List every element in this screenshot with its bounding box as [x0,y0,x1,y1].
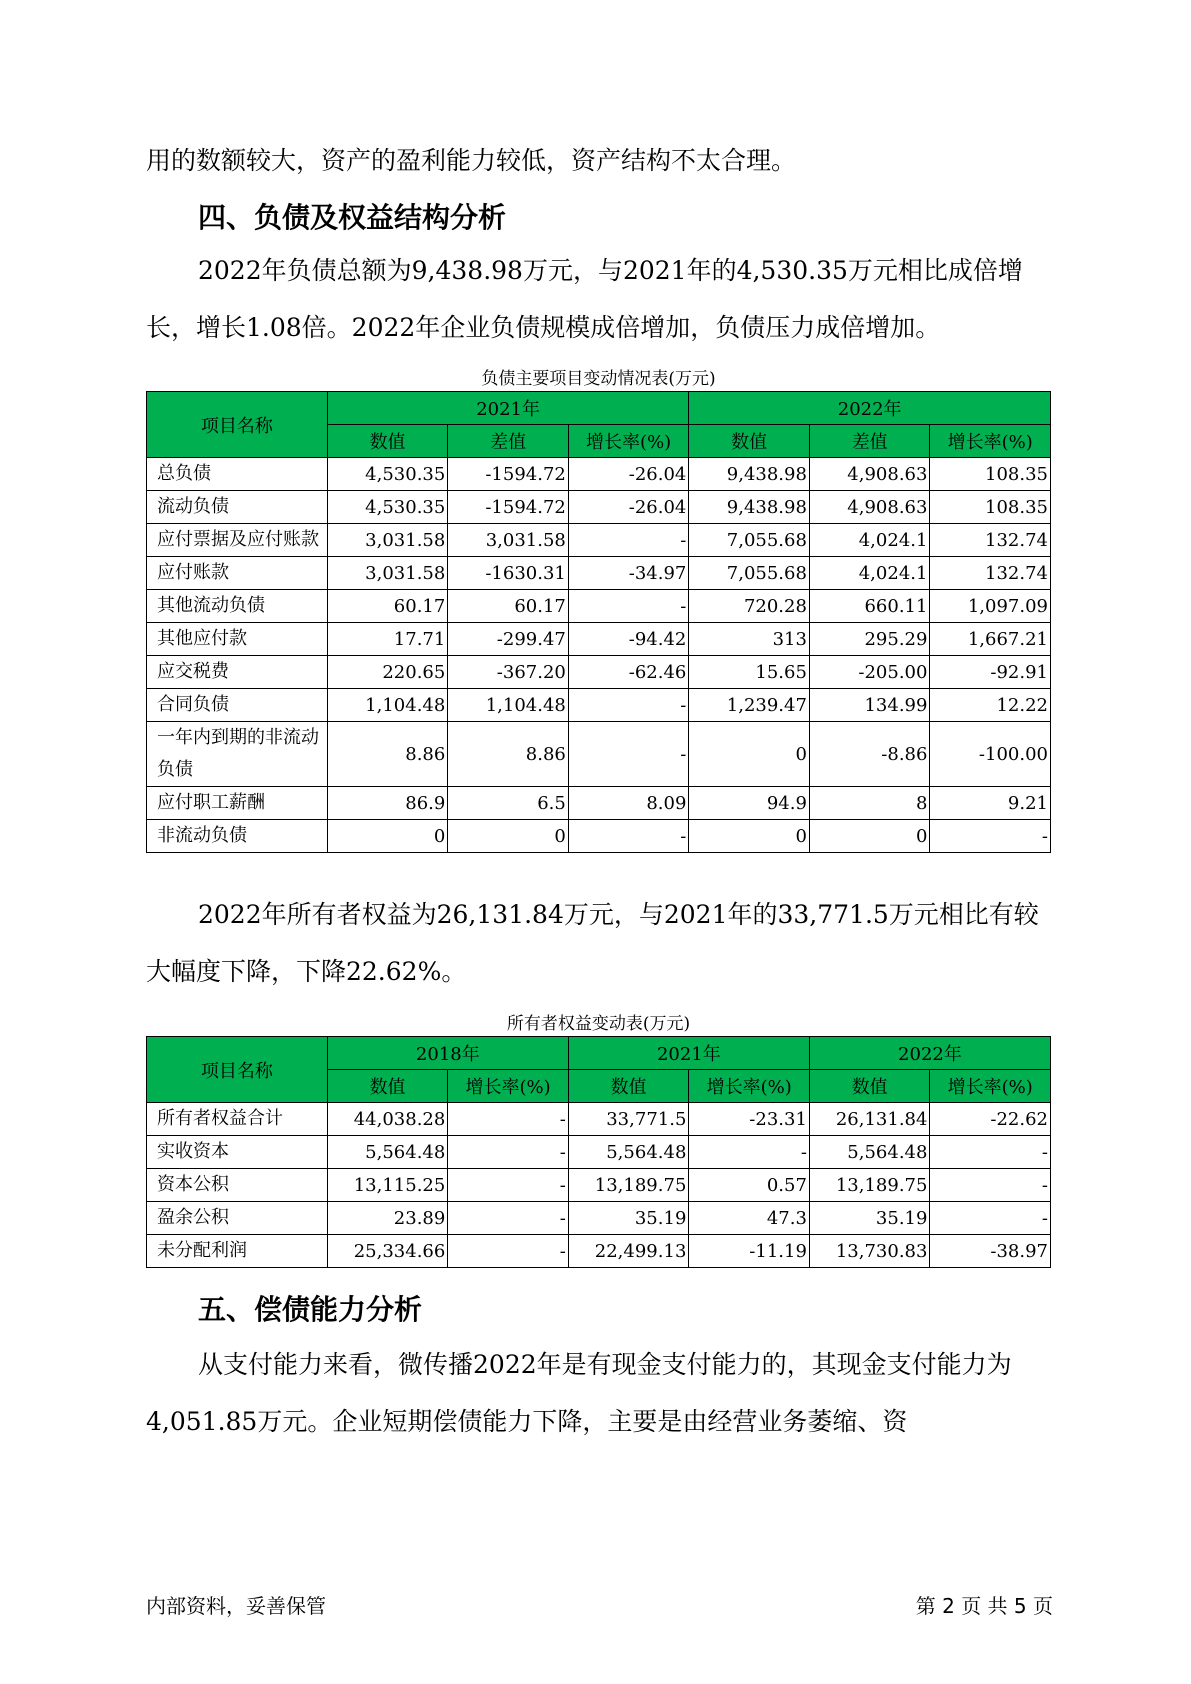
table-cell: -299.47 [448,623,569,656]
table-cell: 26,131.84 [809,1103,930,1136]
table-cell: -23.31 [689,1103,810,1136]
table2-sub-header: 增长率(%) [448,1070,569,1103]
table2-sub-header: 数值 [568,1070,689,1103]
table2-sub-header: 数值 [327,1070,448,1103]
table-cell: -38.97 [930,1235,1051,1268]
table-cell: 35.19 [809,1202,930,1235]
table-cell: 25,334.66 [327,1235,448,1268]
table1-caption: 负债主要项目变动情况表(万元) [481,369,716,389]
row-label: 实收资本 [147,1136,328,1169]
table-cell: 3,031.58 [327,557,448,590]
table-cell: 1,104.48 [327,689,448,722]
table-cell: 132.74 [930,524,1051,557]
row-label: 总负债 [147,458,328,491]
table-row [147,1169,1051,1202]
table-row [147,1202,1051,1235]
table-cell: - [568,689,689,722]
table-cell: 13,189.75 [809,1169,930,1202]
table-cell: 13,115.25 [327,1169,448,1202]
table-cell: - [568,590,689,623]
table-cell: 8 [809,787,930,820]
table-cell: 9.21 [930,787,1051,820]
table-cell: 5,564.48 [809,1136,930,1169]
table-cell: -92.91 [930,656,1051,689]
table-cell: -1594.72 [448,458,569,491]
row-label: 盈余公积 [147,1202,328,1235]
table-cell: - [930,1202,1051,1235]
table-row [147,689,1051,722]
table-cell: -205.00 [809,656,930,689]
table-row [147,491,1051,524]
table-cell: 4,908.63 [809,491,930,524]
table-cell: 7,055.68 [689,557,810,590]
table-cell: 660.11 [809,590,930,623]
table-cell: 6.5 [448,787,569,820]
table-row [147,524,1051,557]
row-label: 一年内到期的非流动负债 [147,722,328,787]
table1-sub-header: 差值 [448,425,569,458]
table-cell: 313 [689,623,810,656]
table1-sub-header: 数值 [327,425,448,458]
table-cell: 22,499.13 [568,1235,689,1268]
row-label: 合同负债 [147,689,328,722]
row-label: 资本公积 [147,1169,328,1202]
table-row [147,557,1051,590]
table-cell: -34.97 [568,557,689,590]
table-cell: - [448,1202,569,1235]
liability-table [146,391,1051,853]
table-row [147,458,1051,491]
table-cell: - [930,1169,1051,1202]
table-cell: 33,771.5 [568,1103,689,1136]
table2-item-header: 项目名称 [147,1037,328,1103]
table-cell: 0 [448,820,569,853]
section-heading-liability-equity: 四、负债及权益结构分析 [198,201,507,234]
equity-table [146,1036,1051,1268]
table-cell: 1,239.47 [689,689,810,722]
table1-group-header: 2021年 [327,392,689,425]
table-cell: 8.09 [568,787,689,820]
table-cell: -22.62 [930,1103,1051,1136]
table-cell: 132.74 [930,557,1051,590]
table2-caption: 所有者权益变动表(万元) [506,1014,691,1034]
table-cell: 3,031.58 [448,524,569,557]
table1-item-header: 项目名称 [147,392,328,458]
table-cell: -62.46 [568,656,689,689]
table-cell: 47.3 [689,1202,810,1235]
table-row [147,1103,1051,1136]
table2-body [147,1103,1051,1268]
table2-sub-header: 增长率(%) [930,1070,1051,1103]
row-label: 非流动负债 [147,820,328,853]
table-cell: 3,031.58 [327,524,448,557]
table-cell: 720.28 [689,590,810,623]
table-cell: 1,667.21 [930,623,1051,656]
row-label: 其他流动负债 [147,590,328,623]
table-cell: - [448,1169,569,1202]
row-label: 应付职工薪酬 [147,787,328,820]
table-cell: - [930,1136,1051,1169]
table-cell: 4,024.1 [809,524,930,557]
table-cell: - [689,1136,810,1169]
table1-sub-header: 增长率(%) [568,425,689,458]
table2-group-header: 2018年 [327,1037,568,1070]
paragraph-equity: 2022年所有者权益为26,131.84万元，与2021年的33,771.5万元相比有较大幅度下降，下降22.62%。 [146,900,1039,986]
table-row [147,656,1051,689]
row-label: 所有者权益合计 [147,1103,328,1136]
row-label: 应付账款 [147,557,328,590]
table-cell: -26.04 [568,491,689,524]
table-cell: 8.86 [327,722,448,787]
table-cell: 60.17 [448,590,569,623]
table-cell: 134.99 [809,689,930,722]
footer-confidential-note: 内部资料，妥善保管 [146,1594,326,1618]
table1-sub-header: 增长率(%) [930,425,1051,458]
table1-group-header: 2022年 [689,392,1051,425]
table2-group-header: 2022年 [809,1037,1050,1070]
row-label: 应付票据及应付账款 [147,524,328,557]
table-cell: 9,438.98 [689,458,810,491]
table-cell: 7,055.68 [689,524,810,557]
table-cell: 0 [689,722,810,787]
table-cell: -100.00 [930,722,1051,787]
table-cell: 0 [327,820,448,853]
table-cell: 1,097.09 [930,590,1051,623]
table-cell: -8.86 [809,722,930,787]
row-label: 应交税费 [147,656,328,689]
table-cell: - [448,1103,569,1136]
table-cell: - [930,820,1051,853]
table-cell: 1,104.48 [448,689,569,722]
table-cell: 5,564.48 [568,1136,689,1169]
table-cell: 13,730.83 [809,1235,930,1268]
table-cell: 5,564.48 [327,1136,448,1169]
table-cell: 0 [689,820,810,853]
table-cell: 13,189.75 [568,1169,689,1202]
table-cell: - [568,722,689,787]
paragraph-liability: 2022年负债总额为9,438.98万元，与2021年的4,530.35万元相比成倍增长，增长1.08倍。2022年企业负债规模成倍增加，负债压力成倍增加。 [146,256,1023,342]
table-cell: -1594.72 [448,491,569,524]
table1-sub-header: 差值 [809,425,930,458]
table-cell: 35.19 [568,1202,689,1235]
table-cell: 15.65 [689,656,810,689]
paragraph-intro: 用的数额较大，资产的盈利能力较低，资产结构不太合理。 [146,146,797,175]
table-cell: 86.9 [327,787,448,820]
table-cell: 17.71 [327,623,448,656]
table-cell: 94.9 [689,787,810,820]
table-cell: 4,908.63 [809,458,930,491]
table-cell: 23.89 [327,1202,448,1235]
table-cell: 9,438.98 [689,491,810,524]
table-cell: -11.19 [689,1235,810,1268]
footer-page-number: 第 2 页 共 5 页 [915,1594,1053,1618]
table-cell: -26.04 [568,458,689,491]
table-cell: -94.42 [568,623,689,656]
table-cell: 108.35 [930,491,1051,524]
table-cell: 4,530.35 [327,491,448,524]
table-cell: 295.29 [809,623,930,656]
table-cell: - [568,524,689,557]
table-cell: - [568,820,689,853]
table-cell: 0 [809,820,930,853]
table-row [147,623,1051,656]
table-cell: 4,024.1 [809,557,930,590]
table-cell: - [448,1136,569,1169]
table-cell: 60.17 [327,590,448,623]
table-row [147,590,1051,623]
paragraph-solvency: 从支付能力来看，微传播2022年是有现金支付能力的，其现金支付能力为4,051.85万元。企业短期偿债能力下降，主要是由经营业务萎缩、资 [146,1350,1012,1436]
table-cell: -1630.31 [448,557,569,590]
table-cell: 108.35 [930,458,1051,491]
row-label: 流动负债 [147,491,328,524]
table-row [147,820,1051,853]
table1-sub-header: 数值 [689,425,810,458]
table-cell: 44,038.28 [327,1103,448,1136]
table-row [147,1136,1051,1169]
section-heading-solvency: 五、偿债能力分析 [198,1293,423,1326]
table2-sub-header: 数值 [809,1070,930,1103]
table-cell: 8.86 [448,722,569,787]
table-cell: 4,530.35 [327,458,448,491]
table-row [147,787,1051,820]
table1-body [147,458,1051,853]
table2-group-header: 2021年 [568,1037,809,1070]
table-cell: 12.22 [930,689,1051,722]
table-row [147,722,1051,787]
table-cell: 0.57 [689,1169,810,1202]
table-row [147,1235,1051,1268]
row-label: 其他应付款 [147,623,328,656]
table-cell: - [448,1235,569,1268]
table-cell: 220.65 [327,656,448,689]
table-cell: -367.20 [448,656,569,689]
row-label: 未分配利润 [147,1235,328,1268]
table2-sub-header: 增长率(%) [689,1070,810,1103]
